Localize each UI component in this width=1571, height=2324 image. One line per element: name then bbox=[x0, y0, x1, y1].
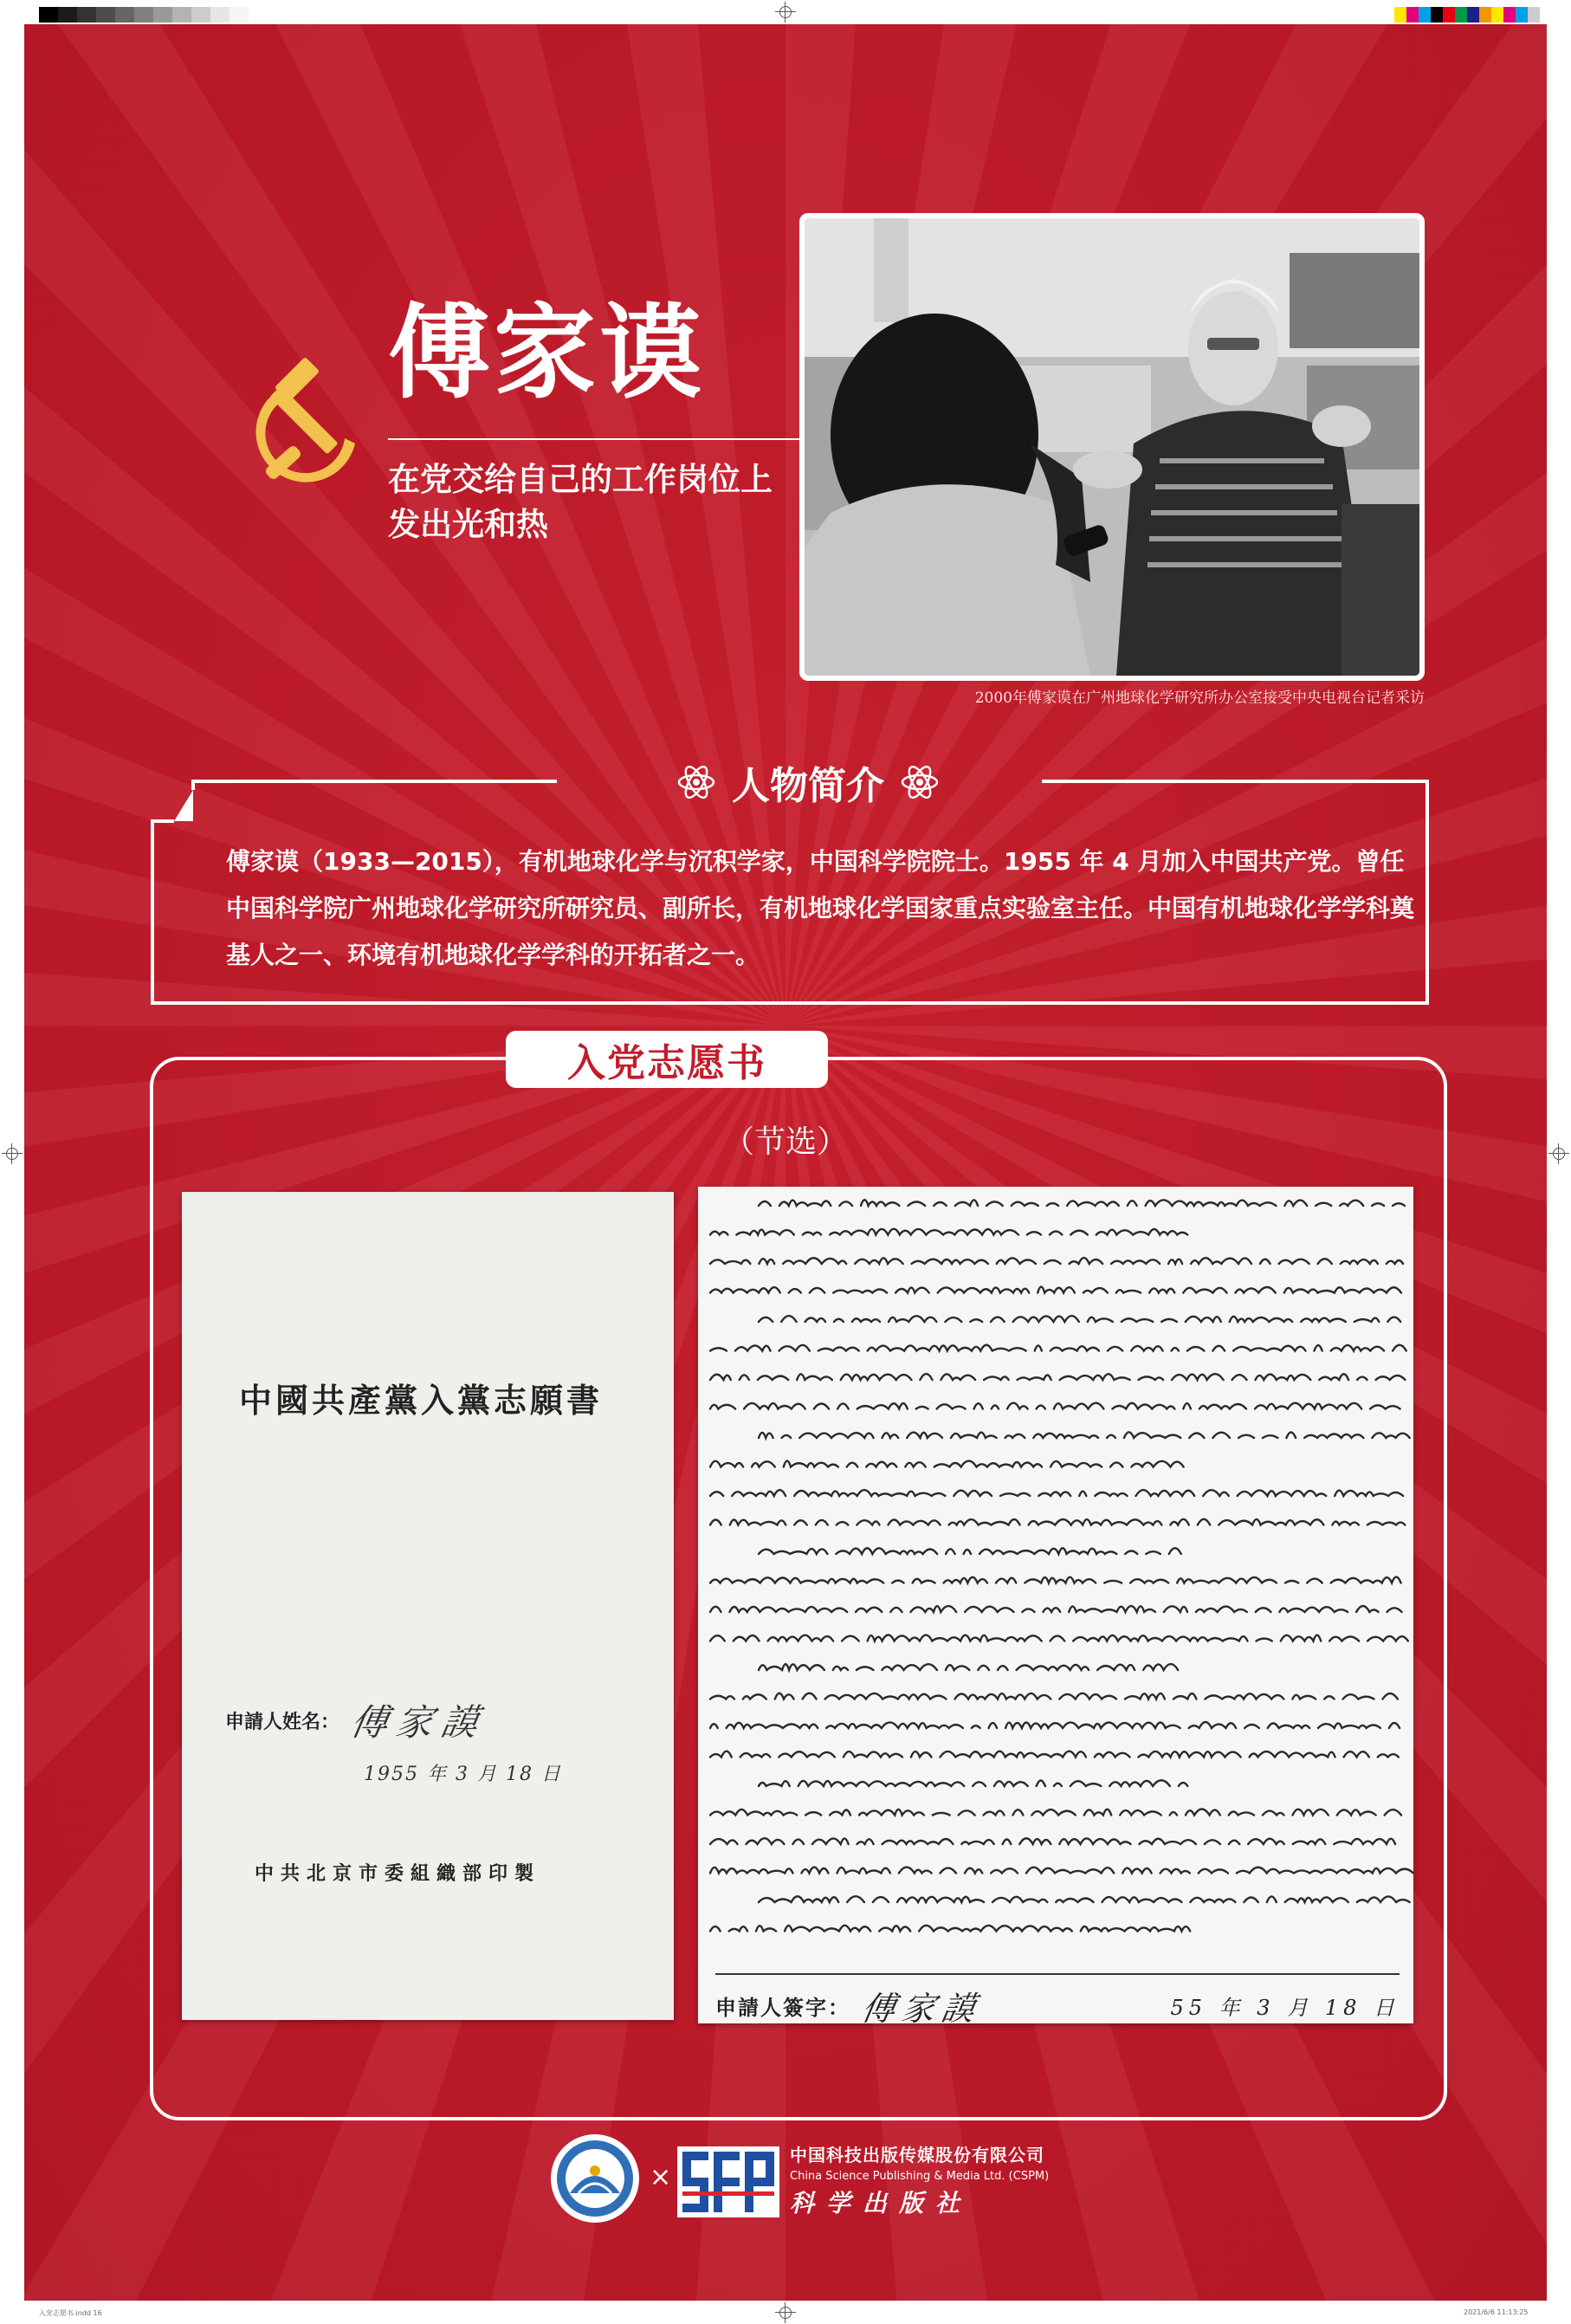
handwritten-letter-page bbox=[698, 1187, 1413, 2028]
subtitle-line-2: 发出光和热 bbox=[388, 506, 548, 543]
handwriting-line bbox=[759, 1432, 1410, 1438]
intro-text bbox=[226, 838, 1421, 979]
grayscale-print-bar bbox=[39, 7, 249, 23]
intro-body: （1933—2015），有机地球化学与沉积学家，中国科学院院士。1955 年 4 月加入中国共产党。曾任中国科学院广州地球化学研究所研究员、副所长，有机地球化学国家重点实验室主任。中国有机地球化学学科奠基人之一、环境有机地球化学学科的开拓者之一。 bbox=[226, 847, 1415, 969]
letter-sign-label: 申請人簽字： bbox=[715, 1995, 850, 2020]
application-label: 入党志愿书 bbox=[506, 1031, 828, 1088]
handwriting-line bbox=[710, 1287, 1401, 1293]
handwriting-line bbox=[710, 1751, 1399, 1758]
handwriting-line bbox=[710, 1577, 1401, 1583]
handwriting-line bbox=[759, 1316, 1400, 1322]
cover-signature: 傅家謨 bbox=[347, 1701, 490, 1744]
hammer-sickle-icon bbox=[244, 353, 383, 492]
handwriting-line bbox=[710, 1868, 1413, 1874]
title-divider bbox=[388, 438, 802, 440]
cover-title: 中國共產黨入黨志願書 bbox=[239, 1381, 604, 1420]
handwriting-line bbox=[710, 1519, 1405, 1525]
print-filename: 入党志愿书.indd 16 bbox=[39, 2309, 102, 2317]
handwriting-line bbox=[710, 1374, 1405, 1380]
poster bbox=[24, 24, 1547, 2301]
subtitle bbox=[388, 457, 773, 547]
application-excerpt-note: （节选） bbox=[722, 1124, 848, 1160]
handwriting-line bbox=[710, 1229, 1196, 1235]
cover-date: 1955 年 3 月 18 日 bbox=[364, 1764, 562, 1785]
handwriting-line bbox=[759, 1200, 1405, 1206]
color-print-bar bbox=[1394, 7, 1540, 23]
handwriting-line bbox=[710, 1693, 1406, 1699]
handwriting-line bbox=[710, 1635, 1413, 1641]
intro-heading-text: 人物简介 bbox=[732, 764, 884, 808]
handwriting-line bbox=[710, 1722, 1400, 1728]
cover-printer: 中共北京市委組織部印製 bbox=[255, 1862, 541, 1885]
handwriting-line bbox=[710, 1838, 1404, 1844]
handwriting-line bbox=[710, 1258, 1412, 1264]
logo-separator: × bbox=[650, 2162, 672, 2192]
letter-date: 55 年 3 月 18 日 bbox=[1170, 1996, 1400, 2020]
cspm-logo-icon bbox=[676, 2143, 781, 2221]
handwriting-line bbox=[710, 1345, 1413, 1351]
handwriting-scribbles bbox=[698, 1187, 1413, 1966]
academy-logo-icon bbox=[549, 2133, 641, 2224]
photo-caption: 2000年傅家谟在广州地球化学研究所办公室接受中央电视台记者采访 bbox=[974, 689, 1425, 707]
handwriting-line bbox=[710, 1461, 1184, 1467]
subtitle-line-1: 在党交给自己的工作岗位上 bbox=[388, 461, 773, 498]
publisher-name-en: China Science Publishing & Media Ltd. (CSPM) bbox=[790, 2170, 1050, 2183]
application-cover-page bbox=[182, 1192, 674, 2020]
interview-photo bbox=[805, 218, 1419, 676]
interview-photo-frame bbox=[799, 213, 1425, 681]
handwriting-line bbox=[759, 1896, 1410, 1902]
handwriting-line bbox=[710, 1490, 1403, 1496]
publisher-name-cn: 中国科技出版传媒股份有限公司 bbox=[790, 2145, 1044, 2165]
handwriting-line bbox=[759, 1548, 1190, 1554]
atom-icon bbox=[676, 762, 716, 802]
letter-sign-row bbox=[715, 1973, 1400, 2029]
registration-mark-right bbox=[1548, 1143, 1569, 1164]
cover-name-label: 申請人姓名： bbox=[225, 1710, 340, 1733]
intro-section bbox=[150, 752, 1447, 1012]
handwriting-line bbox=[710, 1606, 1410, 1612]
handwriting-line bbox=[710, 1926, 1190, 1932]
atom-icon bbox=[900, 762, 940, 802]
handwriting-line bbox=[759, 1664, 1186, 1670]
cover-name-row bbox=[225, 1694, 490, 1746]
handwriting-line bbox=[710, 1809, 1401, 1816]
registration-mark-bottom bbox=[775, 2302, 796, 2323]
handwriting-line bbox=[710, 1403, 1400, 1409]
print-timestamp: 2021/6/6 11:13:25 bbox=[1464, 2308, 1529, 2316]
letter-signature: 傅家謨 bbox=[858, 1990, 986, 2028]
intro-heading bbox=[643, 752, 973, 812]
registration-mark-left bbox=[2, 1143, 23, 1164]
registration-mark-top bbox=[775, 2, 796, 23]
page-title: 傅家谟 bbox=[388, 292, 706, 412]
publisher-sub-name: 科学出版社 bbox=[790, 2189, 973, 2217]
intro-name: 傅家谟 bbox=[226, 847, 300, 876]
handwriting-line bbox=[759, 1780, 1187, 1786]
publisher-text bbox=[790, 2141, 1049, 2219]
